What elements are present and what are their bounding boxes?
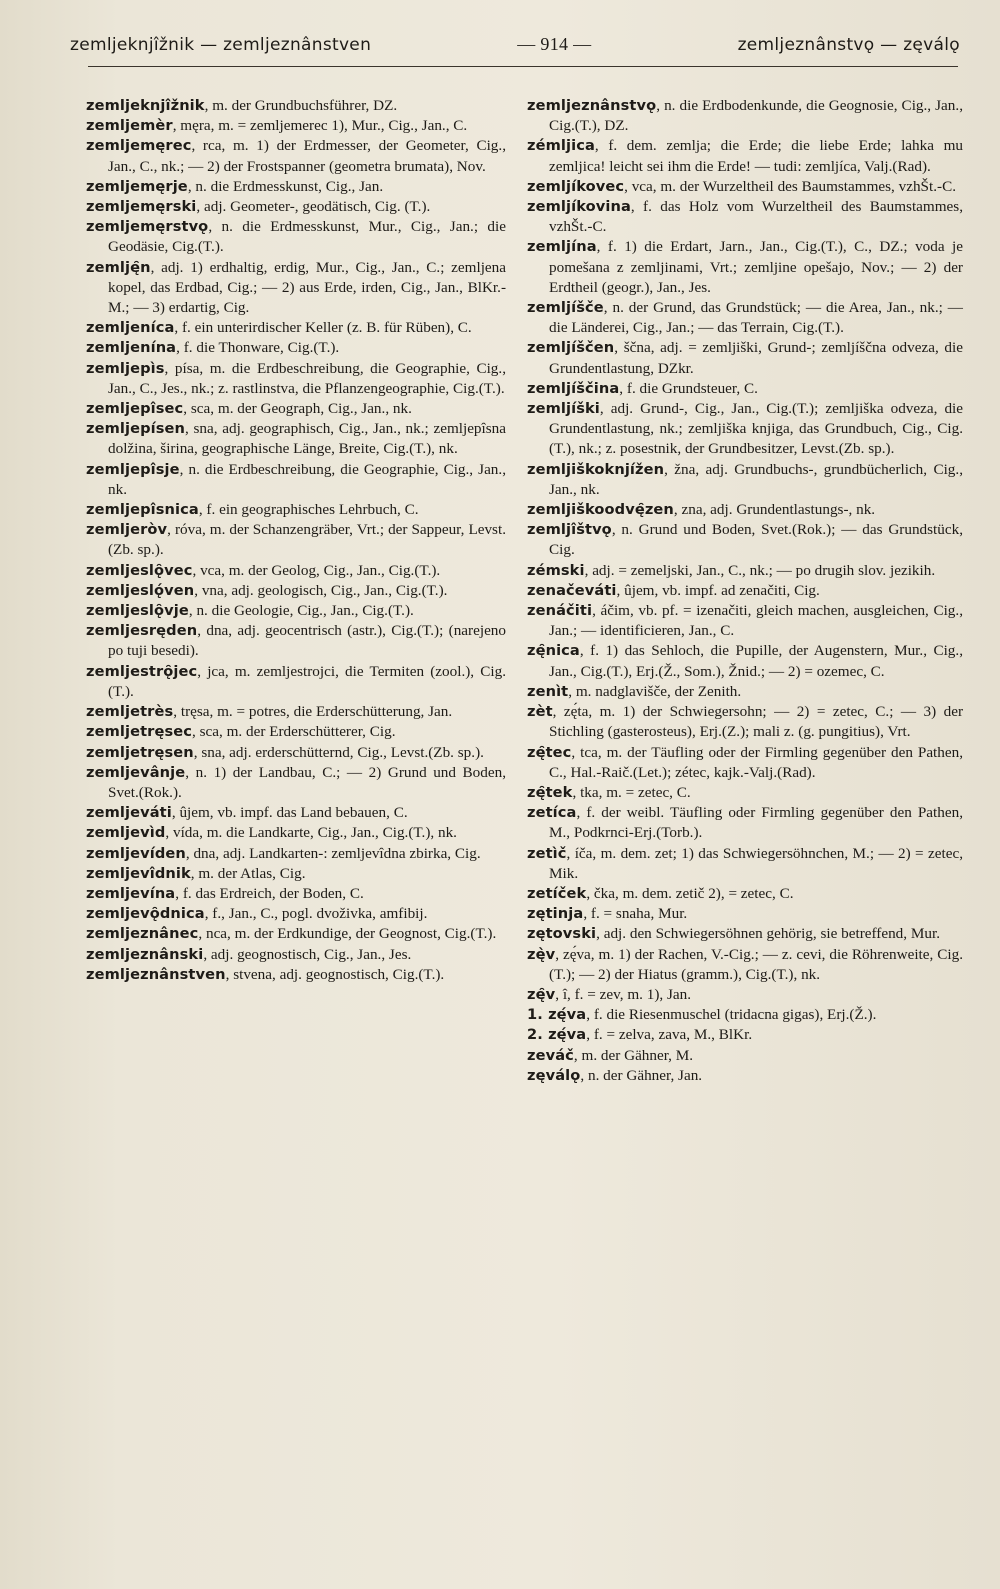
- entry-headword: zemljevìd: [86, 824, 166, 842]
- dictionary-entry: [527, 136, 963, 176]
- entry-headword: zemljeznânec: [86, 925, 199, 943]
- entry-headword: zemljevânje: [86, 763, 186, 781]
- entry-headword: zetìč: [527, 844, 567, 862]
- entry-definition: , n. die Erdmesskunst, Mur., Cig., Jan.; die Geodäsie, Cig.(T.).: [108, 218, 506, 256]
- dictionary-entry: [86, 763, 506, 803]
- entry-definition: , f. 1) das Sehloch, die Pupille, der Augenstern, Mur., Cig., Jan., Cig.(T.), Erj.(Ž., Som.), Žnid.; — 2) = ozemec, C.: [549, 642, 963, 680]
- entry-definition: , n. die Geologie, Cig., Jan., Cig.(T.).: [188, 602, 414, 620]
- dictionary-entry: [86, 116, 506, 136]
- entry-headword: zemljepìs: [86, 359, 165, 377]
- entry-definition: , m. der Gähner, M.: [573, 1046, 694, 1064]
- dictionary-entry: [527, 460, 963, 500]
- entry-definition: , ûjem, vb. impf. das Land bebauen, C.: [171, 804, 408, 822]
- entry-definition: , rca, m. 1) der Erdmesser, der Geometer, Cig., Jan., C., nk.; — 2) der Frostspanner (geometra brumata), Nov.: [108, 137, 506, 175]
- entry-definition: , f. 1) die Erdart, Jarn., Jan., Cig.(T.), C., DZ.; voda je pomešana z zemljinami, Vrt.; zemljine opešajo, Nov.; — 2) der Erdtheil (geogr.), Jan., Jes.: [549, 238, 963, 296]
- running-header: [70, 34, 960, 60]
- dictionary-entry: [86, 702, 506, 722]
- entry-headword: zemljenína: [86, 339, 177, 357]
- entry-definition: , adj. Geometer-, geodätisch, Cig. (T.).: [196, 198, 431, 216]
- entry-definition: , áčim, vb. pf. = izenačiti, gleich machen, ausgleichen, Cig., Jan.; — identificieren, Jan., C.: [549, 602, 963, 640]
- dictionary-entry: [86, 823, 506, 843]
- entry-headword: zemljevíden: [86, 844, 186, 862]
- dictionary-entry: [527, 298, 963, 338]
- entry-definition: , n. die Erdbeschreibung, die Geographie, Cig., Jan., nk.: [108, 460, 506, 498]
- entry-headword: zemljeznânstven: [86, 965, 226, 983]
- dictionary-entry: [86, 520, 506, 560]
- entry-headword: zemljeznânski: [86, 945, 204, 963]
- dictionary-entry: [527, 561, 963, 581]
- entry-headword: zemljepísen: [86, 420, 186, 438]
- entry-headword: zętinja: [527, 905, 584, 923]
- dictionary-entry: [86, 258, 506, 319]
- entry-definition: , f. die Thonware, Cig.(T.).: [176, 339, 340, 357]
- entry-headword: zemljemęrski: [86, 198, 197, 216]
- dictionary-entry: [527, 924, 963, 944]
- entry-headword: zémski: [527, 561, 585, 579]
- dictionary-entry: [86, 945, 506, 965]
- dictionary-entry: [527, 520, 963, 560]
- header-rule: [88, 66, 958, 67]
- entry-headword: zemljemęrec: [86, 137, 192, 155]
- dictionary-entry: [86, 864, 506, 884]
- entry-headword: zę̑tek: [527, 783, 573, 801]
- entry-headword: zenačeváti: [527, 581, 617, 599]
- entry-definition: , vna, adj. geologisch, Cig., Jan., Cig.(T.).: [194, 581, 448, 599]
- entry-definition: , zę́va, m. 1) der Rachen, V.-Cig.; — z. cevi, die Röhrenweite, Cig.(T.); — 2) der Hiatus (gramm.), Cig.(T.), nk.: [549, 945, 963, 983]
- entry-headword: zęválǫ: [527, 1066, 581, 1084]
- dictionary-entry: [527, 399, 963, 460]
- dictionary-entry: [527, 682, 963, 702]
- entry-headword: zémljica: [527, 137, 595, 155]
- left-column: [86, 96, 506, 985]
- entry-headword: 2. zę́va: [527, 1026, 587, 1044]
- entry-definition: , nca, m. der Erdkundige, der Geognost, Cig.(T.).: [198, 925, 497, 943]
- entry-headword: zeváč: [527, 1046, 574, 1064]
- entry-definition: , f. die Grundsteuer, C.: [619, 379, 758, 397]
- entry-headword: zemljíščen: [527, 339, 615, 357]
- entry-headword: zenìt: [527, 682, 569, 700]
- dictionary-entry: [527, 1046, 963, 1066]
- entry-definition: , adj. Grund-, Cig., Jan., Cig.(T.); zemljiška odveza, die Grundentlastung, nk.; zemljiška knjiga, das Grundbuch, Cig., Cig.(T.), nk.; z. posestnik, der Grundbesitzer, Levst.(Zb. sp.).: [549, 400, 963, 458]
- entry-headword: zemljiškoodvę̑zen: [527, 501, 674, 519]
- entry-headword: zemljepîsec: [86, 400, 184, 418]
- entry-headword: zemljemèr: [86, 117, 173, 135]
- dictionary-entry: [527, 177, 963, 197]
- entry-definition: , f. ein geographisches Lehrbuch, C.: [198, 501, 419, 519]
- entry-definition: , tca, m. der Täufling oder der Firmling gegenüber den Pathen, C., Hal.-Raič.(Let.); zétec, kajk.-Valj.(Rad).: [549, 743, 963, 781]
- entry-headword: zemljevína: [86, 884, 176, 902]
- entry-headword: zemljemęrstvǫ: [86, 218, 209, 236]
- dictionary-entry: [86, 136, 506, 176]
- entry-headword: zę̑v: [527, 985, 556, 1003]
- entry-definition: , n. die Erdmesskunst, Cig., Jan.: [187, 177, 384, 195]
- entry-definition: , ûjem, vb. impf. ad zenačiti, Cig.: [616, 581, 820, 599]
- dictionary-entry: [86, 460, 506, 500]
- right-column: [527, 96, 963, 1086]
- entry-headword: zemljestrǫ̑jec: [86, 662, 198, 680]
- entry-headword: zemljîštvǫ: [527, 521, 612, 539]
- entry-headword: 1. zę́va: [527, 1006, 587, 1024]
- entry-headword: zemljeknjîžnik: [86, 97, 205, 114]
- entry-definition: , ščna, adj. = zemljiški, Grund-; zemljíščna odveza, die Grundentlastung, DZkr.: [549, 339, 963, 377]
- dictionary-entry: [86, 924, 506, 944]
- entry-headword: zetíček: [527, 884, 587, 902]
- dictionary-entry: [86, 601, 506, 621]
- entry-definition: , sca, m. der Erderschütterer, Cig.: [192, 723, 396, 741]
- entry-definition: , vca, m. der Geolog, Cig., Jan., Cig.(T.).: [192, 561, 441, 579]
- dictionary-entry: [86, 197, 506, 217]
- entry-headword: zę̀v: [527, 945, 556, 963]
- entry-definition: , f. die Riesenmuschel (tridacna gigas), Erj.(Ž.).: [586, 1006, 877, 1024]
- dictionary-entry: [527, 601, 963, 641]
- entry-headword: zemljesręden: [86, 622, 198, 640]
- dictionary-entry: [527, 1025, 963, 1045]
- entry-definition: , sca, m. der Geograph, Cig., Jan., nk.: [183, 400, 412, 418]
- dictionary-entry: [86, 581, 506, 601]
- entry-definition: , písa, m. die Erdbeschreibung, die Geographie, Cig., Jan., C., Jes., nk.; z. rastlinstva, die Pflanzengeographie, Cig.(T.).: [108, 359, 506, 397]
- dictionary-entry: [86, 743, 506, 763]
- dictionary-entry: [86, 338, 506, 358]
- entry-headword: zę̑nica: [527, 642, 580, 660]
- dictionary-entry: [527, 500, 963, 520]
- entry-definition: , f., Jan., C., pogl. dvoživka, amfibij.: [204, 905, 428, 923]
- dictionary-entry: [527, 338, 963, 378]
- entry-definition: , adj. = zemeljski, Jan., C., nk.; — po drugih slov. jezikih.: [584, 561, 936, 579]
- entry-definition: , zę́ta, m. 1) der Schwiegersohn; — 2) = zetec, C.; — 3) der Stichling (gasterosteus), Erj.(Z.); mali z. (g. pungitius), Vrt.: [549, 703, 963, 741]
- dictionary-entry: [527, 1066, 963, 1086]
- dictionary-entry: [86, 803, 506, 823]
- entry-headword: zemljetręsec: [86, 723, 193, 741]
- entry-headword: zemljevîdnik: [86, 864, 191, 882]
- entry-headword: zemljeváti: [86, 804, 172, 822]
- entry-headword: zemljeslǫ̑vje: [86, 602, 189, 620]
- entry-definition: , tka, m. = zetec, C.: [572, 783, 691, 801]
- entry-definition: , žna, adj. Grundbuchs-, grundbücherlich, Cig., Jan., nk.: [549, 460, 963, 498]
- entry-definition: , n. der Gähner, Jan.: [580, 1066, 703, 1084]
- entry-headword: zenáčiti: [527, 602, 593, 620]
- dictionary-entry: [527, 1005, 963, 1025]
- entry-headword: zemljíkovec: [527, 177, 625, 195]
- dictionary-entry: [86, 722, 506, 742]
- entry-headword: zemljepîsnica: [86, 501, 199, 519]
- dictionary-entry: [527, 641, 963, 681]
- entry-definition: , f. der weibl. Täufling oder Firmling gegenüber den Pathen, M., Podkrnci-Erj.(Torb.).: [549, 804, 963, 842]
- entry-definition: , adj. 1) erdhaltig, erdig, Mur., Cig., Jan., C.; zemljena kopel, das Erdbad, Cig.; — 2) aus Erde, irden, Cig., Jan., BlKr.-M.; — 3) erdartig, Cig.: [108, 258, 506, 317]
- dictionary-entry: [527, 96, 963, 136]
- entry-definition: , f. das Holz vom Wurzeltheil des Baumstammes, vzhŠt.-C.: [549, 198, 963, 236]
- entry-headword: zemljíški: [527, 400, 600, 418]
- entry-definition: , m. nadglavišče, der Zenith.: [568, 682, 742, 700]
- entry-headword: zemljiškoknjížen: [527, 460, 665, 478]
- dictionary-entry: [86, 500, 506, 520]
- entry-headword: zemljeròv: [86, 521, 168, 539]
- entry-definition: , n. Grund und Boden, Svet.(Rok.); — das Grundstück, Cig.: [549, 521, 963, 559]
- entry-headword: zemljevǫ̑dnica: [86, 905, 205, 923]
- entry-definition: , stvena, adj. geognostisch, Cig.(T.).: [225, 965, 445, 983]
- dictionary-entry: [86, 177, 506, 197]
- entry-definition: , f. dem. zemlja; die Erde; die liebe Erde; lahka mu zemljica! leicht sei ihm die Erde! — tudi: zemljíca, Valj.(Rad).: [549, 137, 963, 175]
- entry-definition: , f. das Erdreich, der Boden, C.: [175, 884, 364, 902]
- dictionary-entry: [86, 359, 506, 399]
- dictionary-entry: [527, 783, 963, 803]
- entry-definition: , n. der Grund, das Grundstück; — die Area, Jan., nk.; — die Länderei, Cig., Jan.; — das Terrain, Cig.(T.).: [549, 299, 963, 337]
- entry-definition: , jca, m. zemljestrojci, die Termiten (zool.), Cig.(T.).: [108, 662, 506, 700]
- entry-headword: zemljepîsje: [86, 460, 180, 478]
- dictionary-entry: [86, 561, 506, 581]
- entry-definition: , tręsa, m. = potres, die Erderschütterung, Jan.: [173, 703, 453, 721]
- dictionary-entry: [86, 662, 506, 702]
- entry-definition: , m. der Atlas, Cig.: [190, 864, 306, 882]
- dictionary-entry: [527, 985, 963, 1005]
- entry-definition: , íča, m. dem. zet; 1) das Schwiegersöhnchen, M.; — 2) = zetec, Mik.: [549, 844, 963, 882]
- dictionary-entry: [527, 379, 963, 399]
- dictionary-entry: [527, 197, 963, 237]
- entry-definition: , m. der Grundbuchsführer, DZ.: [204, 97, 398, 114]
- dictionary-entry: [86, 217, 506, 257]
- header-right: zemljeznânstvǫ — zęválǫ: [737, 35, 960, 55]
- entry-definition: , sna, adj. geographisch, Cig., Jan., nk.; zemljepîsna dolžina, širina, geographische Länge, Breite, Cig.(T.), nk.: [108, 420, 506, 458]
- entry-definition: , f. = zelva, zava, M., BlKr.: [586, 1026, 753, 1044]
- dictionary-entry: [86, 419, 506, 459]
- entry-definition: , n. 1) der Landbau, C.; — 2) Grund und Boden, Svet.(Rok.).: [108, 763, 506, 801]
- dictionary-entry: [527, 702, 963, 742]
- entry-headword: zemljetrès: [86, 703, 174, 721]
- dictionary-entry: [86, 318, 506, 338]
- entry-definition: , î, f. = zev, m. 1), Jan.: [555, 985, 692, 1003]
- entry-headword: zemljeslǫ́ven: [86, 581, 195, 599]
- entry-definition: , męra, m. = zemljemerec 1), Mur., Cig., Jan., C.: [172, 117, 468, 135]
- entry-definition: , adj. den Schwiegersöhnen gehörig, sie betreffend, Mur.: [596, 925, 940, 943]
- dictionary-entry: [527, 884, 963, 904]
- dictionary-entry: [86, 844, 506, 864]
- entry-definition: , čka, m. dem. zetič 2), = zetec, C.: [586, 884, 794, 902]
- entry-headword: zemljíkovina: [527, 198, 631, 216]
- header-left: zemljeknjîžnik — zemljeznânstven: [70, 35, 372, 55]
- entry-definition: , vída, m. die Landkarte, Cig., Jan., Cig.(T.), nk.: [165, 824, 457, 842]
- entry-headword: zemljeníca: [86, 319, 175, 337]
- entry-headword: zetíca: [527, 804, 577, 822]
- dictionary-entry: [86, 904, 506, 924]
- dictionary-entry: [527, 803, 963, 843]
- entry-definition: , dna, adj. geocentrisch (astr.), Cig.(T.); (narejeno po tuji besedi).: [108, 622, 506, 660]
- dictionary-entry: [527, 945, 963, 985]
- dictionary-entry: [527, 743, 963, 783]
- entry-headword: zemljemęrje: [86, 177, 188, 195]
- entry-headword: zętovski: [527, 925, 597, 943]
- entry-definition: , vca, m. der Wurzeltheil des Baumstammes, vzhŠt.-C.: [624, 177, 957, 195]
- dictionary-entry: [527, 904, 963, 924]
- dictionary-entry: [527, 581, 963, 601]
- dictionary-entry: [86, 965, 506, 985]
- entry-definition: , f. ein unterirdischer Keller (z. B. für Rüben), C.: [174, 319, 472, 337]
- dictionary-entry: [86, 884, 506, 904]
- entry-definition: , f. = snaha, Mur.: [583, 905, 688, 923]
- entry-headword: zèt: [527, 703, 553, 721]
- dictionary-entry: [86, 399, 506, 419]
- entry-headword: zemljína: [527, 238, 597, 256]
- dictionary-entry: [86, 621, 506, 661]
- page-number: — 914 —: [517, 34, 592, 54]
- dictionary-entry: [86, 96, 506, 116]
- dictionary-entry: [527, 237, 963, 298]
- entry-headword: zę̑tec: [527, 743, 572, 761]
- entry-headword: zemljeznânstvǫ: [527, 97, 657, 114]
- dictionary-entry: [527, 844, 963, 884]
- entry-headword: zemljetręsen: [86, 743, 194, 761]
- entry-definition: , n. die Erdbodenkunde, die Geognosie, Cig., Jan., Cig.(T.), DZ.: [549, 97, 963, 135]
- entry-definition: , róva, m. der Schanzengräber, Vrt.; der Sappeur, Levst.(Zb. sp.).: [108, 521, 506, 559]
- entry-headword: zemljeslǫ̑vec: [86, 561, 193, 579]
- entry-definition: , dna, adj. Landkarten-: zemljevîdna zbirka, Cig.: [185, 844, 481, 862]
- entry-headword: zemljíščina: [527, 379, 620, 397]
- entry-definition: , zna, adj. Grundentlastungs-, nk.: [673, 501, 876, 519]
- entry-headword: zemljíšče: [527, 299, 604, 317]
- entry-definition: , adj. geognostisch, Cig., Jan., Jes.: [203, 945, 412, 963]
- entry-headword: zemlję̑n: [86, 258, 151, 276]
- entry-definition: , sna, adj. erderschütternd, Cig., Levst.(Zb. sp.).: [193, 743, 484, 761]
